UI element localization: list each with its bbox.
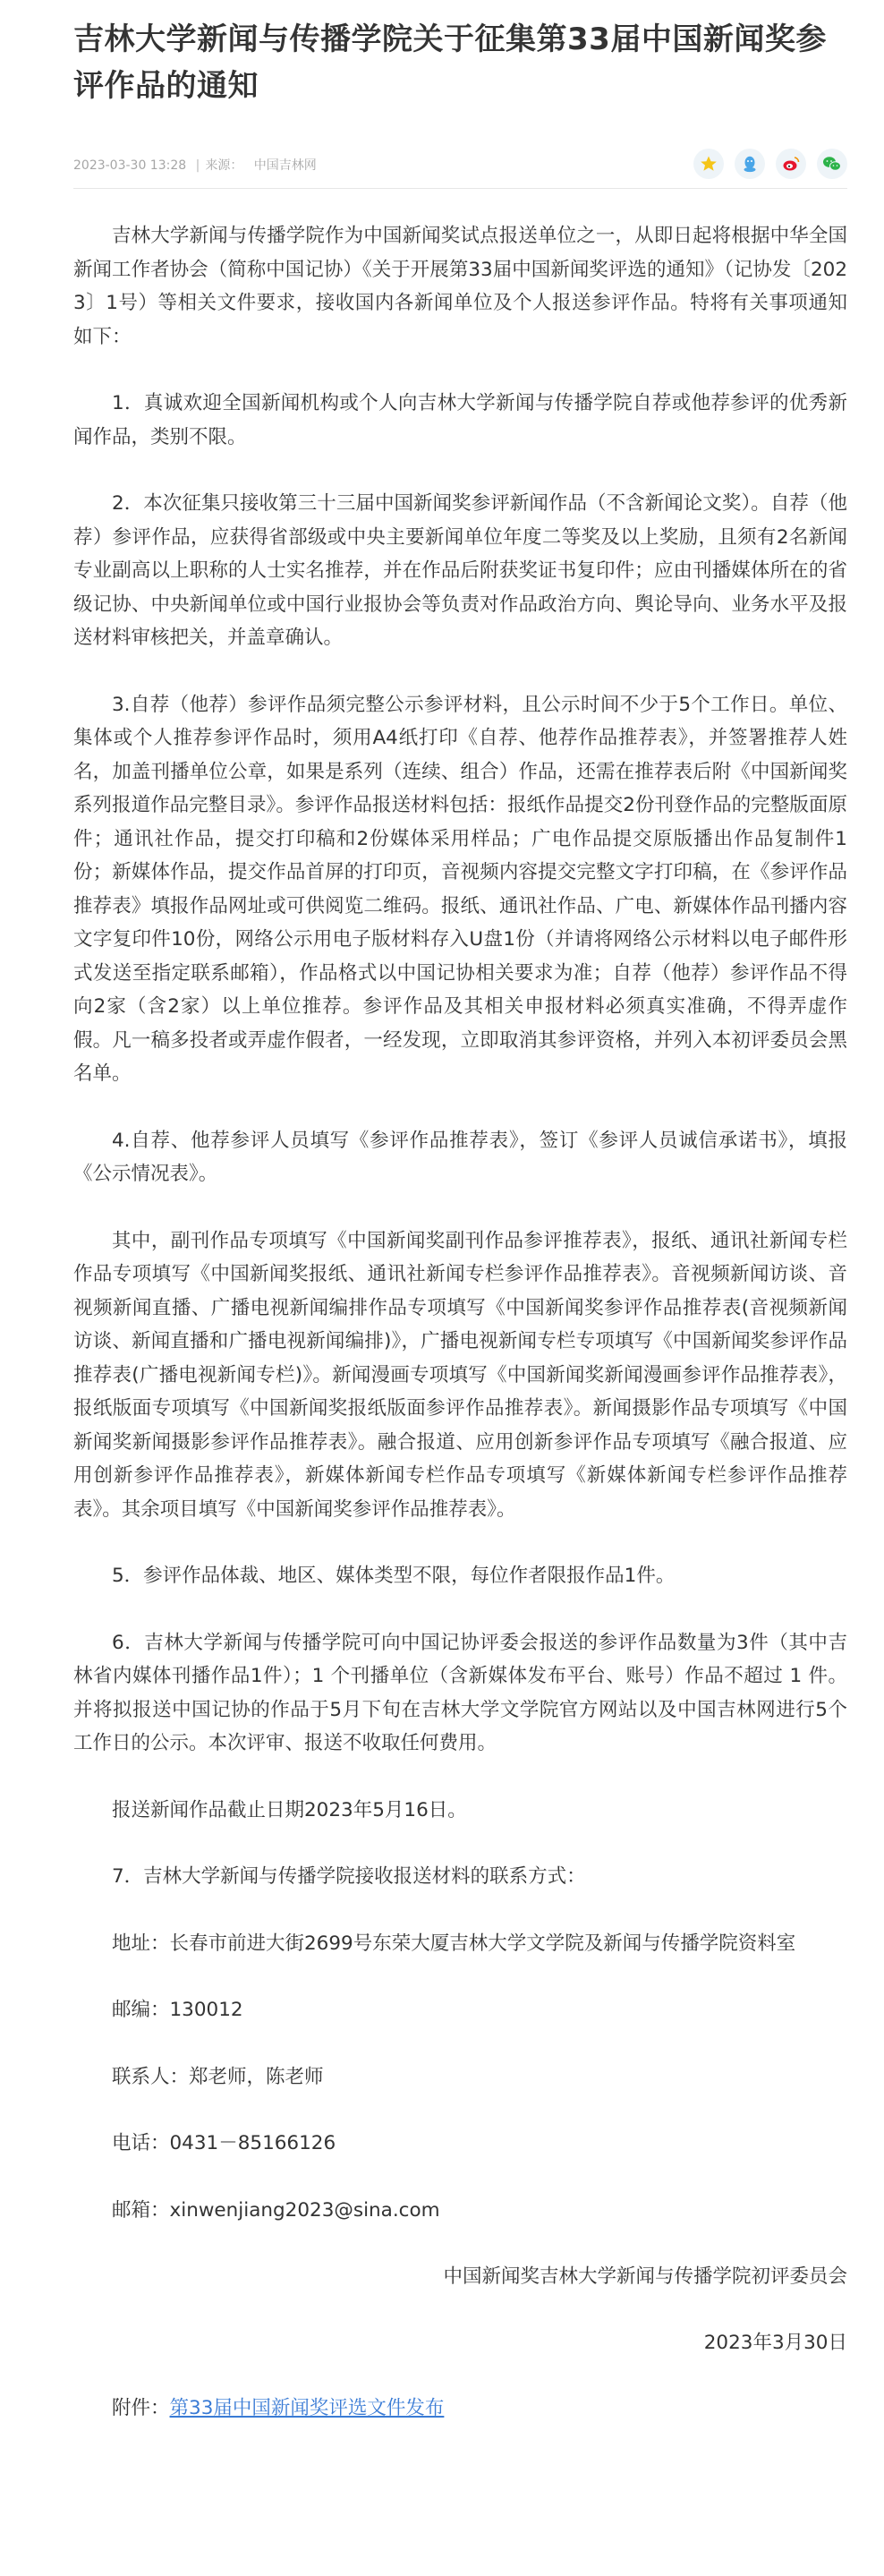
qq-icon (742, 155, 758, 173)
attachment-line (73, 2392, 847, 2426)
article (73, 16, 847, 2459)
deadline-paragraph: 报送新闻作品截止日期2023年5月16日。 (112, 1798, 467, 1821)
share-bar (693, 149, 847, 179)
source-label: 来源： (205, 158, 243, 173)
wechat-icon (822, 156, 842, 172)
item-2-paragraph: 2．本次征集只接收第三十三届中国新闻奖参评新闻作品（不含新闻论文奖）。自荐（他荐）参评作品，应获得省部级或中央主要新闻单位年度二等奖及以上奖励，且须有2名新闻专业副高以上职称的人士实名推荐，并在作品后附获奖证书复印件；应由刊播媒体所在的省级记协、中央新闻单位或中国行业报协会等负责对作品政治方向、舆论导向、业务水平及报送材料审核把关，并盖章确认。 (73, 492, 847, 649)
postcode-line: 邮编：130012 (112, 1999, 243, 2021)
attachment-label: 附件： (112, 2397, 170, 2419)
weibo-share-button[interactable] (776, 149, 806, 179)
meta-text (73, 156, 317, 174)
item-6-paragraph: 6．吉林大学新闻与传播学院可向中国记协评委会报送的参评作品数量为3件（其中吉林省内媒体刊播作品1件）；1 个刊播单位（含新媒体发布平台、账号）作品不超过 1 件。并将拟报送中国记协的作品于5月下旬在吉林大学文学院官方网站以及中国吉林网进行5个工作日的公示。本次评审、报送不收取任何费用。 (73, 1631, 847, 1754)
publish-datetime: 2023-03-30 13:28 (73, 158, 187, 173)
item-4-paragraph: 4.自荐、他荐参评人员填写《参评作品推荐表》，签订《参评人员诚信承诺书》，填报《公示情况表》。 (73, 1129, 847, 1185)
article-title: 吉林大学新闻与传播学院关于征集第33届中国新闻奖参评作品的通知 (73, 21, 827, 104)
form-details-paragraph: 其中，副刊作品专项填写《中国新闻奖副刊作品参评推荐表》，报纸、通讯社新闻专栏作品专项填写《中国新闻奖报纸、通讯社新闻专栏参评作品推荐表》。音视频新闻访谈、音视频新闻直播、广播电视新闻编排作品专项填写《中国新闻奖参评作品推荐表(音视频新闻访谈、新闻直播和广播电视新闻编排)》，广播电视新闻专栏专项填写《中国新闻奖参评作品推荐表(广播电视新闻专栏)》。新闻漫画专项填写《中国新闻奖新闻漫画参评作品推荐表》，报纸版面专项填写《中国新闻奖报纸版面参评作品推荐表》。新闻摄影作品专项填写《中国新闻奖新闻摄影参评作品推荐表》。融合报道、应用创新参评作品专项填写《融合报道、应用创新参评作品推荐表》，新媒体新闻专栏作品专项填写《新媒体新闻专栏参评作品推荐表》。其余项目填写《中国新闻奖参评作品推荐表》。 (73, 1229, 847, 1521)
meta-separator: | (195, 158, 200, 173)
source-name[interactable]: 中国吉林网 (253, 158, 317, 173)
article-meta (73, 149, 847, 189)
qzone-share-button[interactable] (693, 149, 724, 179)
email-line: 邮箱：xinwenjiang2023@sina.com (112, 2198, 440, 2222)
signature: 中国新闻奖吉林大学新闻与传播学院初评委员会 (443, 2265, 847, 2288)
item-5-paragraph: 5．参评作品体裁、地区、媒体类型不限，每位作者限报作品1件。 (112, 1565, 676, 1587)
wechat-share-button[interactable] (817, 149, 847, 179)
article-body (73, 219, 847, 2426)
notice-date: 2023年3月30日 (703, 2331, 847, 2354)
item-3-paragraph: 3.自荐（他荐）参评作品须完整公示参评材料，且公示时间不少于5个工作日。单位、集体或个人推荐参评作品时，须用A4纸打印《自荐、他荐作品推荐表》，并签署推荐人姓名，加盖刊播单位公章，如果是系列（连续、组合）作品，还需在推荐表后附《中国新闻奖系列报道作品完整目录》。参评作品报送材料包括：报纸作品提交2份刊登作品的完整版面原件；通讯社作品，提交打印稿和2份媒体采用样品；广电作品提交原版播出作品复制件1份；新媒体作品，提交作品首屏的打印页，音视频内容提交完整文字打印稿，在《参评作品推荐表》填报作品网址或可供阅览二维码。报纸、通讯社作品、广电、新媒体作品刊播内容文字复印件10份，网络公示用电子版材料存入U盘1份（并请将网络公示材料以电子邮件形式发送至指定联系邮箱），作品格式以中国记协相关要求为准；自荐（他荐）参评作品不得向2家（含2家）以上单位推荐。参评作品及其相关申报材料必须真实准确，不得弄虚作假。凡一稿多投者或弄虚作假者，一经发现，立即取消其参评资格，并列入本初评委员会黑名单。 (73, 693, 847, 1085)
address-line: 地址：长春市前进大街2699号东荣大厦吉林大学文学院及新闻与传播学院资料室 (112, 1932, 796, 1955)
phone-line: 电话：0431－85166126 (112, 2132, 336, 2154)
intro-paragraph: 吉林大学新闻与传播学院作为中国新闻奖试点报送单位之一，从即日起将根据中华全国新闻工作者协会（简称中国记协）《关于开展第33届中国新闻奖评选的通知》（记协发〔2023〕1号）等相关文件要求，接收国内各新闻单位及个人报送参评作品。特将有关事项通知如下： (73, 225, 847, 348)
qzone-star-icon (700, 155, 718, 173)
attachment-link[interactable]: 第33届中国新闻奖评选文件发布 (169, 2397, 445, 2419)
weibo-icon (782, 156, 800, 172)
item-1-paragraph: 1．真诚欢迎全国新闻机构或个人向吉林大学新闻与传播学院自荐或他荐参评的优秀新闻作品，类别不限。 (73, 392, 847, 448)
qq-share-button[interactable] (735, 149, 765, 179)
item-7-paragraph: 7．吉林大学新闻与传播学院接收报送材料的联系方式： (112, 1865, 586, 1888)
contact-person-line: 联系人：郑老师，陈老师 (112, 2065, 324, 2088)
